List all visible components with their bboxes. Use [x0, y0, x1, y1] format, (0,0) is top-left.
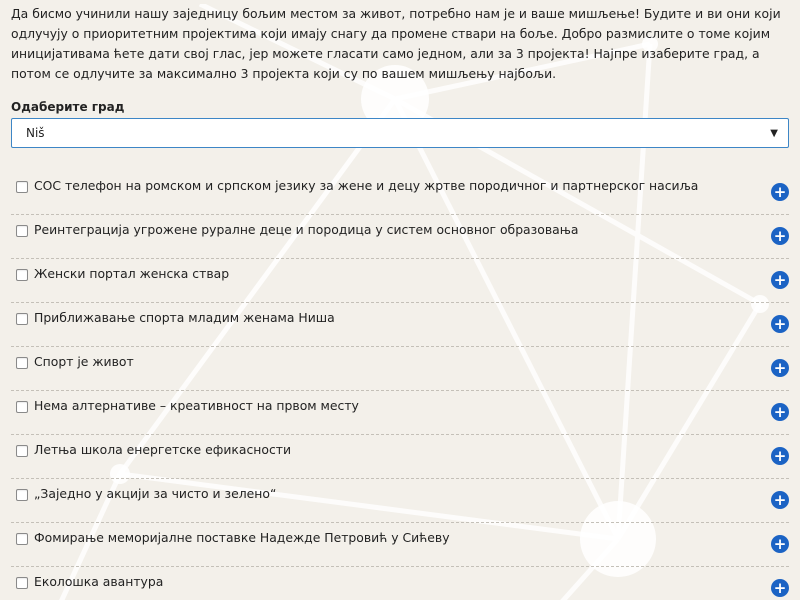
project-list — [11, 171, 789, 600]
project-checkbox[interactable] — [16, 489, 28, 501]
plus-circle-icon[interactable]: + — [771, 491, 789, 509]
project-item — [11, 479, 789, 523]
city-select-value: Niš — [26, 126, 45, 140]
project-label: Нема алтернативе – креативност на првом месту — [34, 398, 359, 413]
plus-circle-icon[interactable]: + — [771, 447, 789, 465]
project-checkbox[interactable] — [16, 181, 28, 193]
project-label: Фомирање меморијалне поставке Надежде Петровић у Сићеву — [34, 530, 450, 545]
project-label: Еколошка авантура — [34, 574, 164, 589]
project-label: Приближавање спорта младим женама Ниша — [34, 310, 335, 325]
project-label: Летња школа енергетске ефикасности — [34, 442, 292, 457]
city-select[interactable] — [11, 118, 789, 148]
project-checkbox[interactable] — [16, 577, 28, 589]
plus-circle-icon[interactable]: + — [771, 359, 789, 377]
project-item — [11, 303, 789, 347]
city-select-label: Одаберите град — [11, 100, 125, 114]
project-label: Реинтеграција угрожене руралне деце и породица у систем основног образовања — [34, 222, 579, 237]
project-checkbox[interactable] — [16, 445, 28, 457]
plus-circle-icon[interactable]: + — [771, 227, 789, 245]
project-item — [11, 215, 789, 259]
project-checkbox[interactable] — [16, 269, 28, 281]
project-item — [11, 523, 789, 567]
project-item — [11, 171, 789, 215]
project-label: „Заједно у акцији за чисто и зелено“ — [34, 486, 277, 501]
project-item — [11, 259, 789, 303]
intro-text: Да бисмо учинили нашу заједницу бољим местом за живот, потребно нам је и ваше мишљење! Будите и ви они који одлучују о приоритетним пројектима који имају снагу да промене ствари на боље. Добро размислите о томе којим иницијативама ћете дати свој глас, јер можете гласати само једном, али за 3 пројекта! Најпре изаберите град, а потом се одлучите за максимално 3 пројекта који су по вашем мишљењу најбољи. — [11, 6, 781, 81]
plus-circle-icon[interactable]: + — [771, 183, 789, 201]
voting-form — [0, 4, 800, 600]
project-checkbox[interactable] — [16, 313, 28, 325]
project-item — [11, 435, 789, 479]
project-checkbox[interactable] — [16, 357, 28, 369]
project-label: Женски портал женска ствар — [34, 266, 230, 281]
project-checkbox[interactable] — [16, 401, 28, 413]
project-item — [11, 567, 789, 600]
project-label: Спорт је живот — [34, 354, 134, 369]
plus-circle-icon[interactable]: + — [771, 579, 789, 597]
project-checkbox[interactable] — [16, 533, 28, 545]
plus-circle-icon[interactable]: + — [771, 535, 789, 553]
plus-circle-icon[interactable]: + — [771, 271, 789, 289]
project-item — [11, 391, 789, 435]
plus-circle-icon[interactable]: + — [771, 315, 789, 333]
project-checkbox[interactable] — [16, 225, 28, 237]
project-label: СОС телефон на ромском и српском језику за жене и децу жртве породичног и партнерског насиља — [34, 178, 699, 193]
caret-down-icon: ▼ — [770, 127, 778, 139]
project-item — [11, 347, 789, 391]
plus-circle-icon[interactable]: + — [771, 403, 789, 421]
